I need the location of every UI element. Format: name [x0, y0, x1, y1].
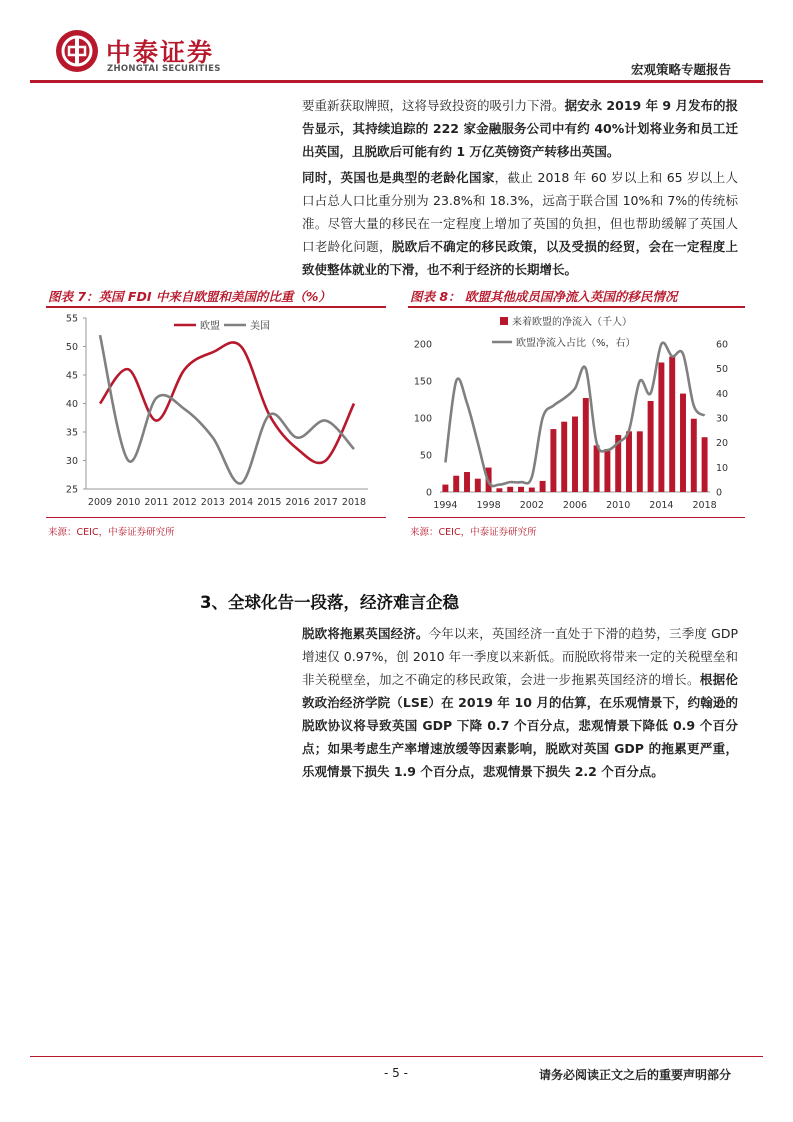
- paragraph-gdp-lead: 脱欧将拖累英国经济。: [302, 626, 429, 641]
- paragraph-fdi-bold: 据安永 2019 年 9 月发布的报告显示，其持续追踪的 222 家金融服务公司中有约 40%计划将业务和员工迁出英国，且脱欧后可能有约 1 万亿英镑资产转移出英国。: [302, 98, 738, 159]
- company-logo-mark: [56, 30, 98, 72]
- chart7-x-tick-label: 2009: [87, 497, 113, 508]
- chart8-bar: [518, 487, 524, 492]
- chart8-legend-line-label: 欧盟净流入占比（%，右）: [516, 338, 636, 349]
- chart8-bar: [604, 449, 610, 492]
- chart7-legend-label: 欧盟: [200, 321, 220, 332]
- chart7-plot: [46, 308, 386, 515]
- chart8-y-right-tick-label: 20: [716, 438, 729, 450]
- chart8-y-right-tick-label: 0: [716, 487, 723, 499]
- chart7-bottom-line: [46, 517, 386, 518]
- chart8-bar: [658, 363, 664, 493]
- chart8-bar: [464, 472, 470, 492]
- chart7-x-tick-label: 2010: [116, 497, 141, 508]
- logo-english-name: ZHONGTAI SECURITIES: [107, 64, 221, 74]
- page-number: - 5 -: [384, 1066, 408, 1080]
- chart7-y-tick-label: 50: [65, 342, 78, 353]
- chart8-y-right-tick-label: 60: [716, 339, 729, 351]
- chart8-y-right-tick-label: 40: [716, 388, 729, 400]
- paragraph-gdp-text: 今年以来，英国经济一直处于下滑的趋势，三季度 GDP 增速仅 0.97%，创 2010 年一季度以来新低。而脱欧将带来一定的关税壁垒和非关税壁垒，加之不确定的移民政策，会进一步拖累英国经济的增长。: [302, 626, 738, 687]
- chart8-x-tick-label: 2010: [606, 500, 631, 511]
- chart8-x-tick-label: 1994: [433, 500, 458, 511]
- chart8-bottom-line: [408, 517, 745, 518]
- chart8-bar: [507, 487, 513, 492]
- chart8-legend-bar-label: 来着欧盟的净流入（千人）: [512, 317, 632, 328]
- chart7-source: 来源：CEIC，中泰证券研究所: [48, 527, 175, 538]
- chart7-legend-label: 美国: [250, 321, 270, 332]
- paragraph-fdi: [302, 94, 738, 163]
- chart8-y-right-tick-label: 10: [716, 462, 729, 474]
- chart7-x-tick-label: 2018: [341, 497, 367, 508]
- chart8-bar: [475, 479, 481, 492]
- paragraph-aging-text: ，截止 2018 年 60 岁以上和 65 岁以上人口占总人口比重分别为 23.8%和 18.3%，远高于联合国 10%和 7%的传统标准。尽管大量的移民在一定程度上增加了英国的负担，但也帮助缓解了英国人口老龄化问题，: [302, 170, 738, 254]
- chart8-x-tick-label: 2014: [649, 500, 674, 511]
- chart8-y-right-tick-label: 50: [716, 364, 729, 376]
- chart8-title: 图表 8： 欧盟其他成员国净流入英国的移民情况: [410, 289, 678, 304]
- chart8-source: 来源：CEIC，中泰证券研究所: [410, 527, 537, 538]
- paragraph-gdp: [302, 622, 738, 783]
- chart8-y-left-tick-label: 0: [425, 487, 432, 499]
- paragraph-aging-bold: 脱欧后不确定的移民政策，以及受损的经贸，会在一定程度上致使整体就业的下滑，也不利于经济的长期增长。: [302, 239, 738, 277]
- paragraph-fdi-text: 要重新获取牌照，这将导致投资的吸引力下滑。: [302, 98, 565, 113]
- chart7-x-tick-label: 2011: [144, 497, 169, 508]
- chart7-y-tick-label: 25: [65, 484, 78, 496]
- chart7-x-tick-label: 2014: [229, 497, 254, 508]
- footer-notice: 请务必阅读正文之后的重要声明部分: [538, 1068, 731, 1082]
- chart8-bar: [540, 481, 546, 492]
- chart7-series-line-0: [100, 342, 354, 463]
- chart8-bar: [648, 401, 654, 492]
- chart8-bar: [453, 476, 459, 492]
- chart8-bar: [594, 445, 600, 492]
- chart8-bar: [529, 488, 535, 492]
- chart8-bar: [583, 398, 589, 492]
- paragraph-aging-lead: 同时，英国也是典型的老龄化国家: [302, 170, 495, 185]
- paragraph-aging: [302, 166, 738, 281]
- paragraph-gdp-bold: 根据伦敦政治经济学院（LSE）在 2019 年 10 月的估算，在乐观情景下，约翰逊的脱欧协议将导致英国 GDP 下降 0.7 个百分点，悲观情景下降低 0.9 个百分点；如果考虑生产率增速放缓等因素影响，脱欧对英国 GDP 的拖累更严重，乐观情景下损失 1.9 个百分点，悲观情景下损失 2.2 个百分点。: [302, 672, 738, 779]
- chart8-bar: [561, 422, 567, 492]
- chart8-bar: [637, 431, 643, 492]
- logo-chinese-name: 中泰证券: [106, 38, 215, 67]
- chart7-x-tick-label: 2016: [285, 497, 310, 508]
- chart8-bar: [442, 485, 448, 492]
- chart7-x-tick-label: 2012: [172, 497, 197, 508]
- chart7-x-tick-label: 2015: [257, 497, 282, 508]
- chart7-y-tick-label: 30: [65, 456, 78, 467]
- footer-divider: [30, 1056, 763, 1057]
- chart8-y-right-tick-label: 30: [716, 413, 729, 425]
- chart8-plot: [408, 308, 745, 515]
- chart8-legend-bar-swatch: [500, 317, 508, 325]
- chart7-y-tick-label: 35: [65, 427, 78, 439]
- chart8-x-tick-label: 2002: [519, 500, 544, 511]
- chart7-x-tick-label: 2017: [313, 497, 338, 508]
- logo-emblem-icon: [56, 30, 98, 72]
- chart8-y-left-tick-label: 100: [413, 413, 432, 425]
- chart8-y-left-tick-label: 150: [413, 376, 432, 388]
- chart8-bar: [572, 417, 578, 492]
- chart8-bar: [626, 431, 632, 492]
- header-divider: [30, 80, 763, 83]
- chart8-bar: [691, 419, 697, 492]
- chart7-y-tick-label: 55: [65, 313, 78, 325]
- chart8-y-left-tick-label: 200: [413, 339, 432, 351]
- chart8-x-tick-label: 2018: [692, 500, 717, 511]
- section-heading: 3、全球化告一段落，经济难言企稳: [200, 593, 459, 612]
- chart7-y-tick-label: 45: [65, 370, 78, 382]
- chart8-bar: [669, 357, 675, 492]
- chart8-bar: [550, 429, 556, 492]
- chart7-x-tick-label: 2013: [200, 497, 225, 508]
- chart8-x-tick-label: 1998: [476, 500, 501, 511]
- report-type: 宏观策略专题报告: [630, 62, 731, 77]
- chart8-bar: [680, 394, 686, 492]
- chart8-y-left-tick-label: 50: [419, 450, 432, 462]
- chart7-y-tick-label: 40: [65, 399, 78, 410]
- chart7-title: 图表 7：英国 FDI 中来自欧盟和美国的比重（%）: [48, 289, 331, 304]
- chart8-x-tick-label: 2006: [562, 500, 588, 511]
- chart8-bar: [702, 437, 708, 492]
- chart8-bar: [496, 488, 502, 492]
